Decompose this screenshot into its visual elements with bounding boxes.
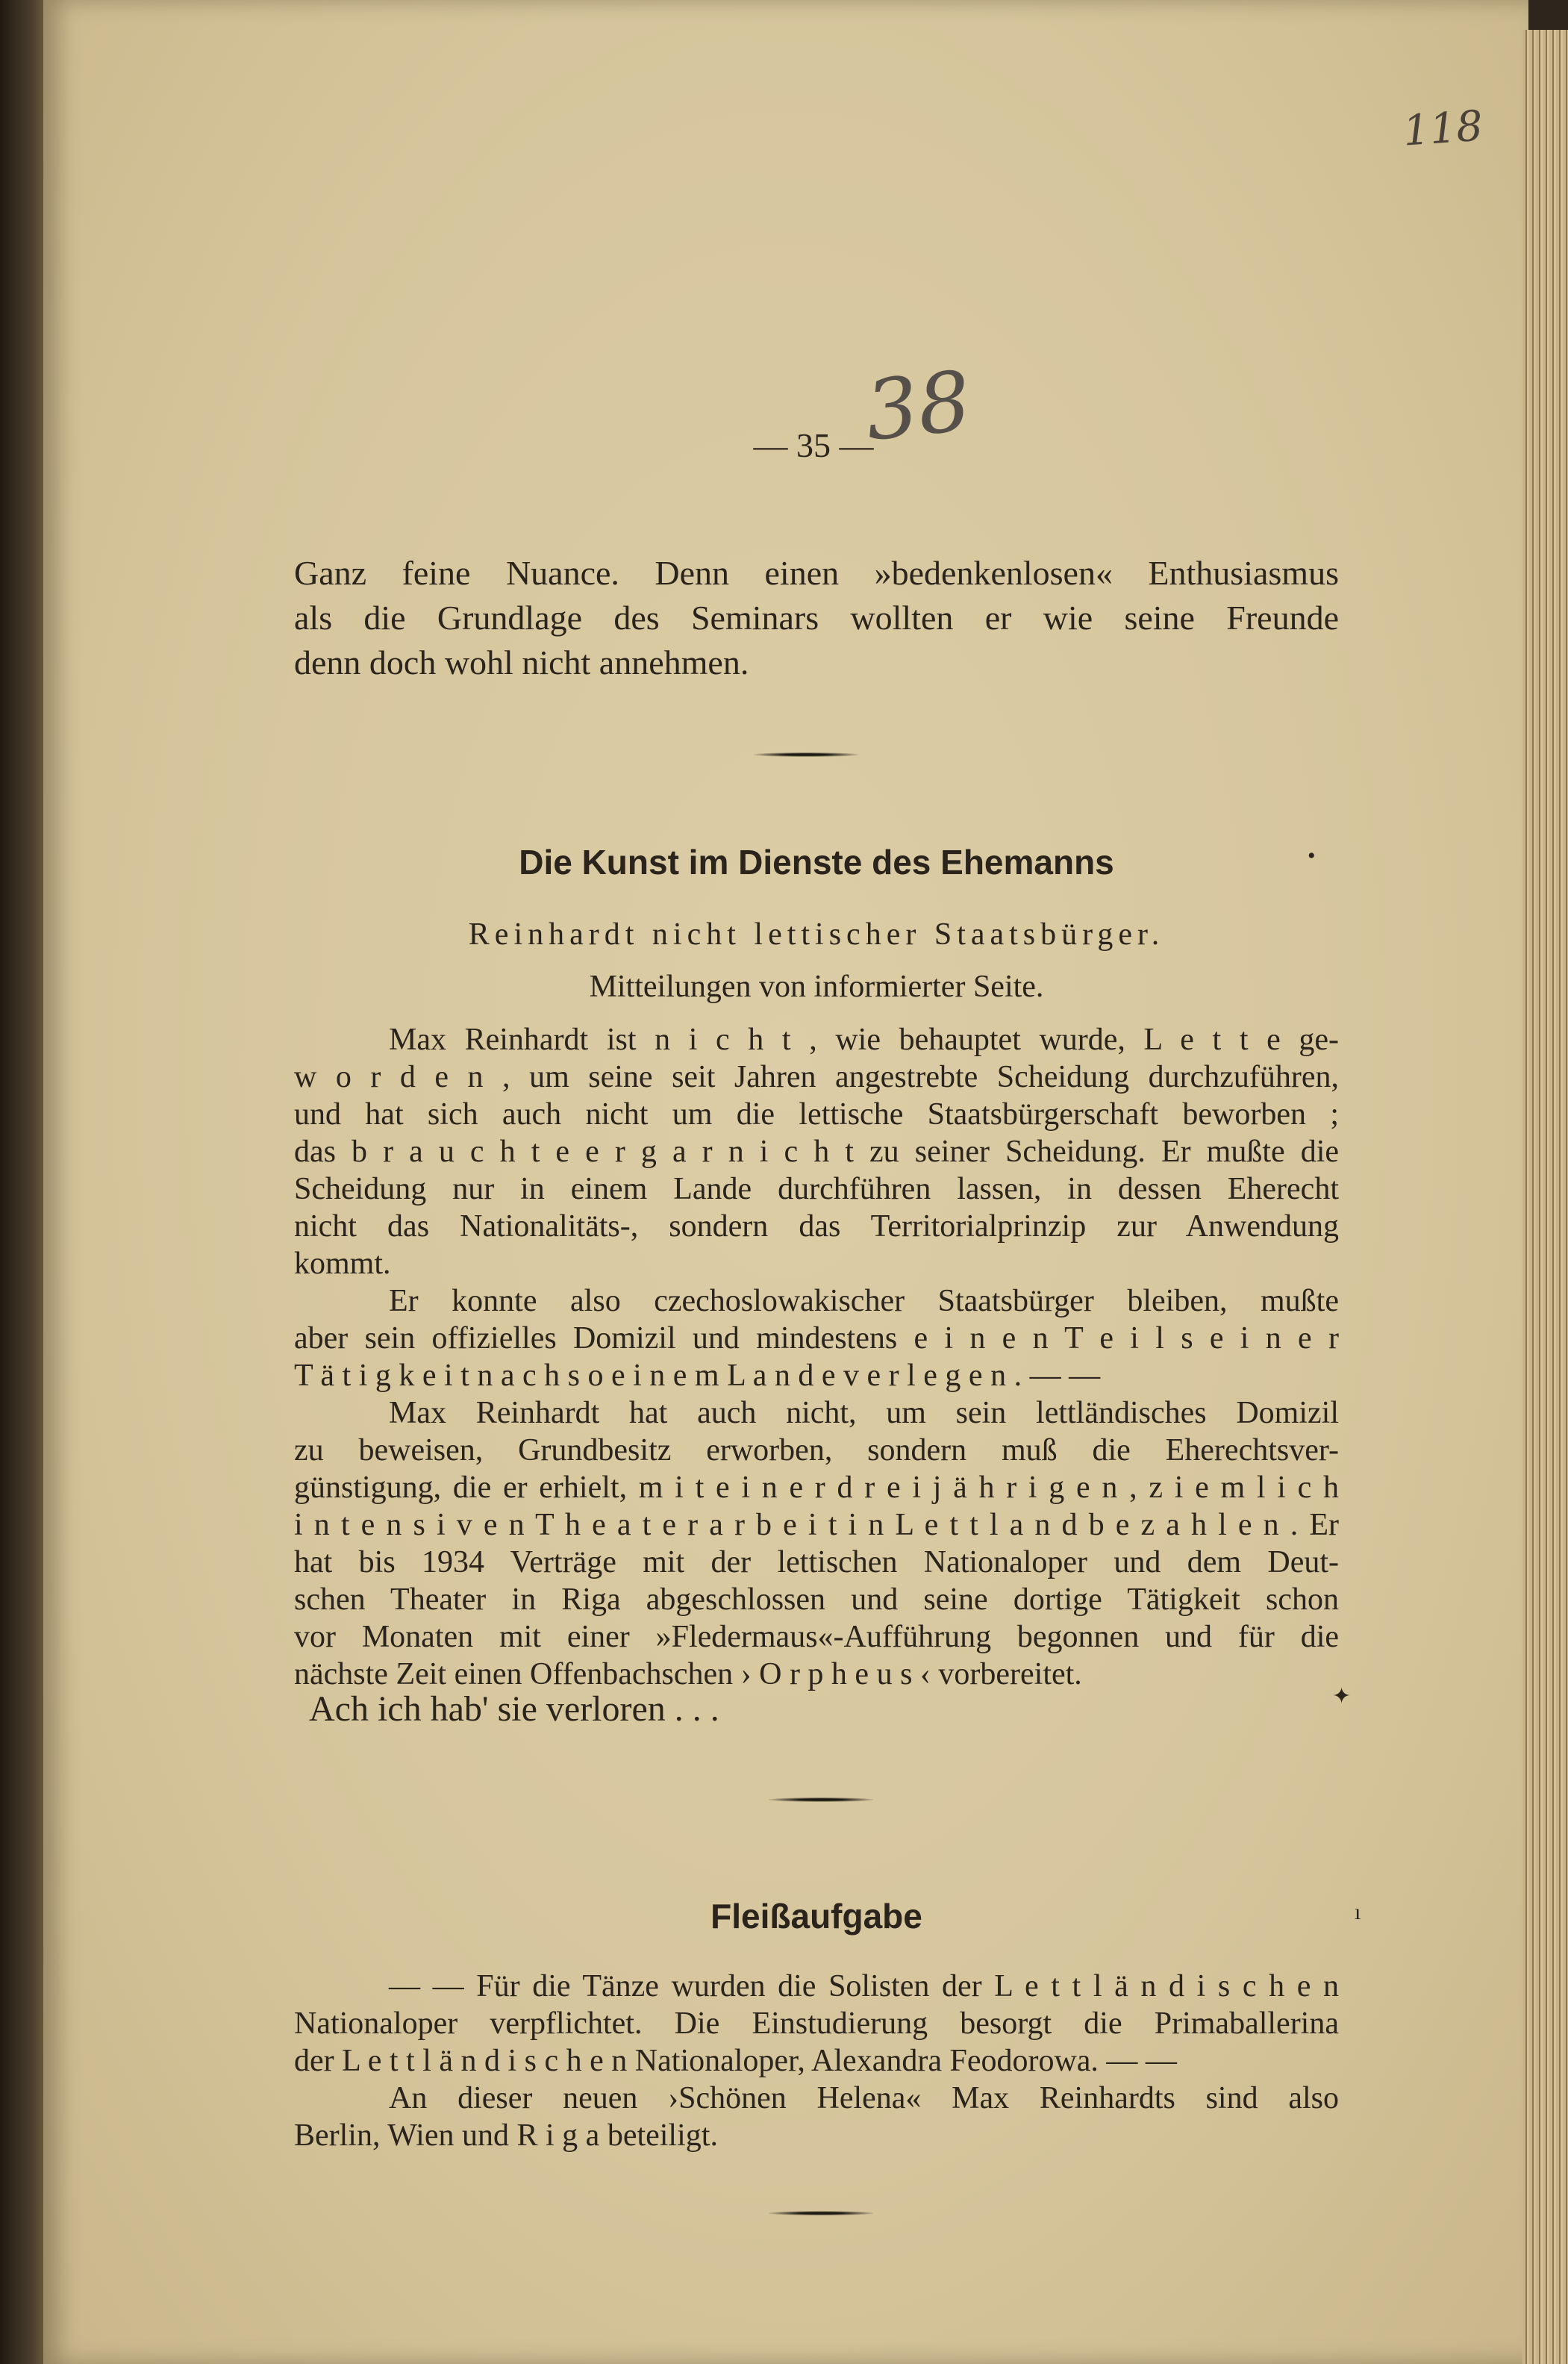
article-title: Fleißaufgabe bbox=[710, 1897, 922, 1936]
text-line: nicht das Nationalitäts-, sondern das Territorialprinzip zur Anwendung bbox=[294, 1209, 1339, 1244]
text-line: und hat sich auch nicht um die lettische Staatsbürgerschaft beworben ; bbox=[294, 1097, 1339, 1132]
section-divider bbox=[769, 2211, 873, 2215]
text-line: aber sein offizielles Domizil und mindestens e i n e n T e i l s e i n e r bbox=[294, 1321, 1339, 1356]
text-line: Ganz feine Nuance. Denn einen »bedenkenlosen« Enthusiasmus bbox=[294, 554, 1339, 592]
article-subtitle: Reinhardt nicht lettischer Staatsbürger. bbox=[468, 917, 1165, 952]
article-body bbox=[294, 1968, 1339, 2154]
text-line: schen Theater in Riga abgeschlossen und seine dortige Tätigkeit schon bbox=[294, 1582, 1339, 1617]
book-cover-edge bbox=[0, 0, 45, 2364]
margin-mark: • bbox=[1308, 843, 1316, 868]
margin-mark: ı bbox=[1355, 1900, 1361, 1924]
text-line: An dieser neuen ›Schönen Helena« Max Reinhardts sind also bbox=[389, 2081, 1339, 2115]
text-line: — — Für die Tänze wurden die Solisten der L e t t l ä n d i s c h e n bbox=[389, 1969, 1339, 2003]
text-line: kommt. bbox=[294, 1247, 391, 1281]
text-line: hat bis 1934 Verträge mit der lettischen Nationaloper und dem Deut- bbox=[294, 1545, 1339, 1579]
handwritten-folio: 118 bbox=[1401, 102, 1485, 156]
text-line: w o r d e n , um seine seit Jahren angestrebte Scheidung durchzuführen, bbox=[294, 1060, 1339, 1094]
article-title: Die Kunst im Dienste des Ehemanns bbox=[519, 843, 1114, 882]
text-line: Berlin, Wien und R i g a beteiligt. bbox=[294, 2118, 718, 2153]
text-line: Scheidung nur in einem Lande durchführen lassen, in dessen Eherecht bbox=[294, 1172, 1339, 1206]
page-number: — 35 — bbox=[753, 426, 874, 464]
text-line: der L e t t l ä n d i s c h e n Nationaloper, Alexandra Feodorowa. — — bbox=[294, 2044, 1177, 2078]
text-line: vor Monaten mit einer »Fledermaus«-Aufführung begonnen und für die bbox=[294, 1620, 1339, 1654]
section-divider bbox=[769, 1797, 873, 1802]
text-line: Max Reinhardt ist n i c h t , wie behauptet wurde, L e t t e ge- bbox=[389, 1023, 1339, 1057]
intro-text bbox=[294, 551, 1339, 685]
text-line: denn doch wohl nicht annehmen. bbox=[294, 643, 749, 682]
margin-mark: ✦ bbox=[1332, 1684, 1352, 1709]
text-line: Max Reinhardt hat auch nicht, um sein lettländisches Domizil bbox=[389, 1396, 1339, 1430]
article-body bbox=[294, 1021, 1339, 1693]
text-line: T ä t i g k e i t n a c h s o e i n e m L a n d e v e r l e g e n . — — bbox=[294, 1359, 1101, 1393]
text-line: Nationaloper verpflichtet. Die Einstudierung besorgt die Primaballerina bbox=[294, 2006, 1339, 2041]
article-comment: Ach ich hab' sie verloren . . . bbox=[309, 1689, 719, 1729]
text-line: als die Grundlage des Seminars wollten er wie seine Freunde bbox=[294, 599, 1339, 637]
section-divider bbox=[754, 752, 858, 757]
handwritten-page-number: 38 bbox=[860, 353, 975, 459]
text-line: das b r a u c h t e e r g a r n i c h t zu seiner Scheidung. Er mußte die bbox=[294, 1135, 1339, 1169]
text-line: nächste Zeit einen Offenbachschen › O r p h e u s ‹ vorbereitet. bbox=[294, 1657, 1082, 1691]
article-source: Mitteilungen von informierter Seite. bbox=[589, 970, 1044, 1004]
text-line: zu beweisen, Grundbesitz erworben, sondern muß die Eherechtsver- bbox=[294, 1433, 1339, 1468]
text-line: i n t e n s i v e n T h e a t e r a r b e i t i n L e t t l a n d b e z a h l e n . Er bbox=[294, 1508, 1339, 1542]
text-line: Er konnte also czechoslowakischer Staatsbürger bleiben, mußte bbox=[389, 1284, 1339, 1318]
text-line: günstigung, die er erhielt, m i t e i n e r d r e i j ä h r i g e n , z i e m l i c h bbox=[294, 1471, 1339, 1505]
page-edges bbox=[1522, 30, 1568, 2364]
